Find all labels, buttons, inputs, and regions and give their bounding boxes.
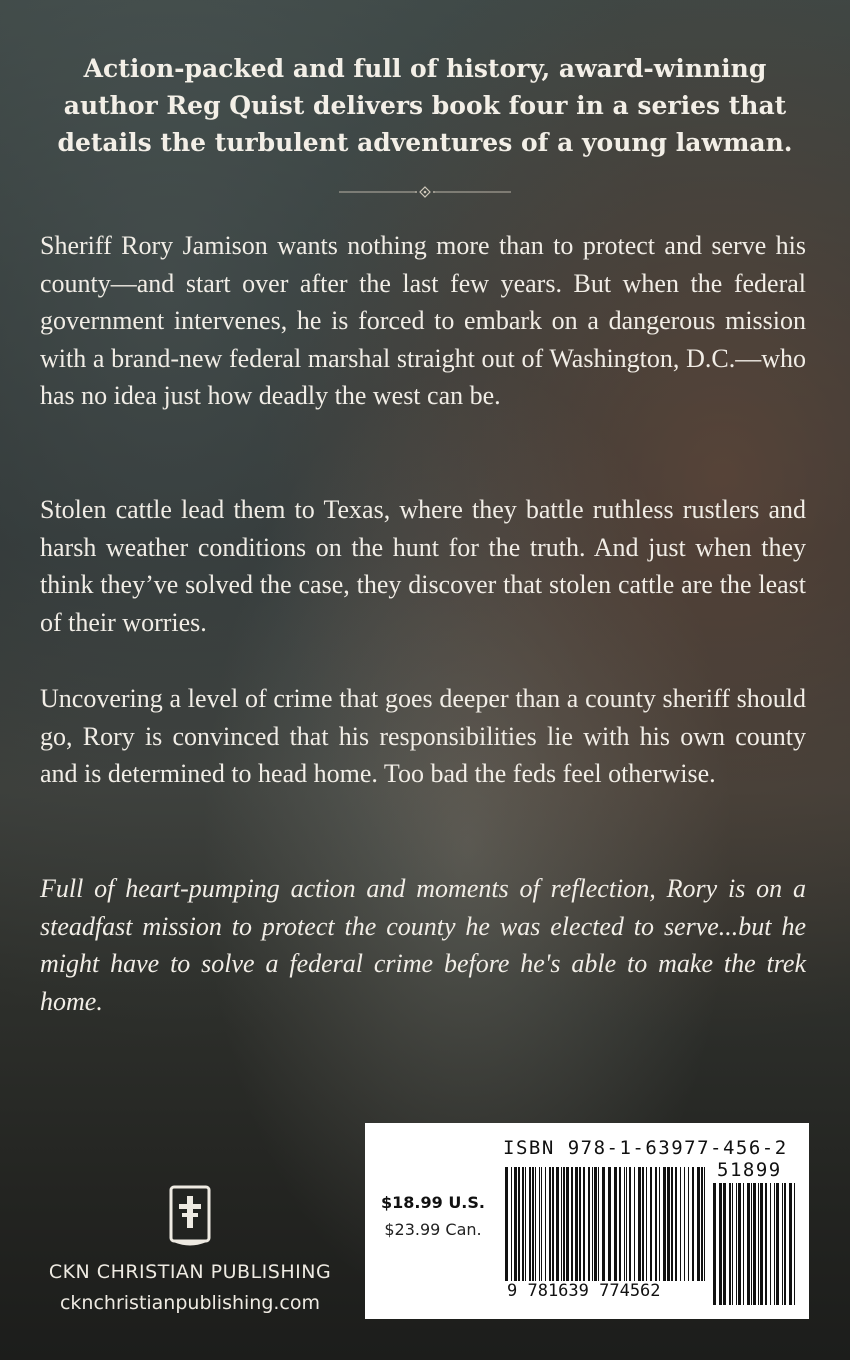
barcode-stripe [667, 1167, 670, 1285]
barcode-stripe [753, 1183, 756, 1305]
barcode-stripe [583, 1167, 585, 1285]
barcode-stripe [782, 1183, 783, 1305]
ean-digits: 9 781639 774562 [505, 1281, 709, 1301]
barcode-stripe [751, 1183, 752, 1305]
barcode-stripe [770, 1183, 771, 1305]
barcode-stripe [541, 1167, 542, 1285]
barcode-stripe [642, 1167, 644, 1285]
barcode-stripe [608, 1167, 611, 1285]
barcode-stripe [646, 1167, 647, 1285]
description-paragraph-3 [40, 680, 806, 793]
barcode-stripe [535, 1167, 536, 1285]
tagline: Action-packed and full of history, award-winning author Reg Quist delivers book four in a series that details the turbulent adventures of a young lawman. [57, 54, 793, 157]
barcode-stripe [704, 1167, 705, 1285]
barcode-stripe [776, 1183, 779, 1305]
publisher-url[interactable]: cknchristianpublishing.com [59, 1292, 321, 1314]
barcode-stripe [760, 1183, 763, 1305]
barcode-stripe [789, 1183, 792, 1305]
barcode-stripe [758, 1183, 759, 1305]
barcode-stripe [624, 1167, 625, 1285]
description-paragraph-1 [40, 227, 806, 415]
barcode-box [365, 1123, 809, 1319]
barcode-stripe [675, 1167, 677, 1285]
barcode-stripe [723, 1183, 726, 1305]
barcode-stripe [588, 1167, 590, 1285]
description-text: Uncovering a level of crime that goes deeper than a county sheriff should go, Rory is convinced that his responsibilities lie with his own county and is determined to head home. Too bad the feds feel otherwise. [40, 684, 806, 788]
barcode-stripe [511, 1167, 512, 1285]
barcode-bars [505, 1167, 707, 1285]
price-us: $18.99 U.S. [381, 1193, 485, 1212]
barcode-stripe [525, 1167, 526, 1285]
barcode-stripe [655, 1167, 657, 1285]
barcode-stripe [552, 1167, 554, 1285]
barcode-stripe [719, 1183, 722, 1305]
price-can: $23.99 Can. [384, 1220, 482, 1239]
description-text: Sheriff Rory Jamison wants nothing more than to protect and serve his county—and start over after the last few years. But when the federal government intervenes, he is forced to embark on a dangerous mission with a brand-new federal marshal straight out of Washington, D.C.—who has no idea just how deadly the west can be. [40, 231, 806, 410]
barcode-stripe [579, 1167, 581, 1285]
barcode-stripe [592, 1167, 593, 1285]
barcode-stripe [626, 1167, 627, 1285]
barcode-stripe [684, 1167, 685, 1285]
price-block [377, 1192, 489, 1242]
barcode-stripe [619, 1167, 621, 1285]
barcode-stripe [505, 1167, 508, 1285]
barcode-stripe [736, 1183, 737, 1305]
barcode-stripe [774, 1183, 775, 1305]
barcode-stripe [575, 1167, 578, 1285]
barcode-stripe [563, 1167, 565, 1285]
description-paragraph-2 [40, 491, 806, 641]
barcode-stripe [732, 1183, 733, 1305]
barcode-stripe [794, 1183, 795, 1305]
publisher-name: CKN CHRISTIAN PUBLISHING [48, 1261, 332, 1283]
barcode-stripe [659, 1167, 660, 1285]
barcode-stripe [539, 1167, 540, 1285]
barcode-stripe [701, 1167, 703, 1285]
cross-book-icon [166, 1185, 214, 1247]
barcode-stripe [634, 1167, 635, 1285]
description-text: Stolen cattle lead them to Texas, where they battle ruthless rustlers and harsh weather conditions on the hunt for the truth. And just when they think they’ve solved the case, they discover that stolen cattle are the least of their worries. [40, 495, 806, 637]
barcode-stripe [671, 1167, 673, 1285]
description-paragraph-4 [40, 870, 806, 1020]
barcode-stripe [747, 1183, 750, 1305]
barcode-stripe [614, 1167, 617, 1285]
description-text: Full of heart-pumping action and moments of reflection, Rory is on a steadfast mission to protect the county he was elected to serve...but he might have to solve a federal crime before he's able to make the trek home. [40, 874, 806, 1016]
barcode-stripe [638, 1167, 641, 1285]
barcode-stripe [692, 1167, 694, 1285]
addon-code: 51899 [717, 1159, 782, 1181]
isbn-label: ISBN 978-1-63977-456-2 [503, 1137, 788, 1159]
barcode-stripe [713, 1183, 716, 1305]
barcode-stripe [549, 1167, 551, 1285]
barcode-stripe [514, 1167, 517, 1285]
barcode-stripe [561, 1167, 562, 1285]
barcode-stripe [556, 1167, 559, 1285]
barcode-stripe [784, 1183, 786, 1305]
barcode-stripe [545, 1167, 546, 1285]
barcode-stripe [650, 1167, 652, 1285]
barcode-stripe [518, 1167, 520, 1285]
ornament-divider [339, 186, 511, 198]
barcode-stripe [743, 1183, 744, 1305]
barcode-stripe [697, 1167, 700, 1285]
barcode-stripe [729, 1183, 731, 1305]
barcode-stripe [532, 1167, 534, 1285]
barcode-stripe [765, 1183, 767, 1305]
barcode-stripe [663, 1167, 666, 1285]
barcode-stripe [566, 1167, 569, 1285]
barcode-stripe [594, 1167, 597, 1285]
barcode-stripe [522, 1167, 524, 1285]
publisher-block [30, 1185, 350, 1316]
addon-barcode-bars [713, 1183, 797, 1305]
barcode-stripe [529, 1167, 531, 1285]
barcode-stripe [629, 1167, 631, 1285]
barcode-stripe [680, 1167, 681, 1285]
barcode-stripe [602, 1167, 605, 1285]
barcode-stripe [571, 1167, 573, 1285]
barcode-stripe [598, 1167, 599, 1285]
barcode-stripe [688, 1167, 689, 1285]
barcode-stripe [738, 1183, 741, 1305]
